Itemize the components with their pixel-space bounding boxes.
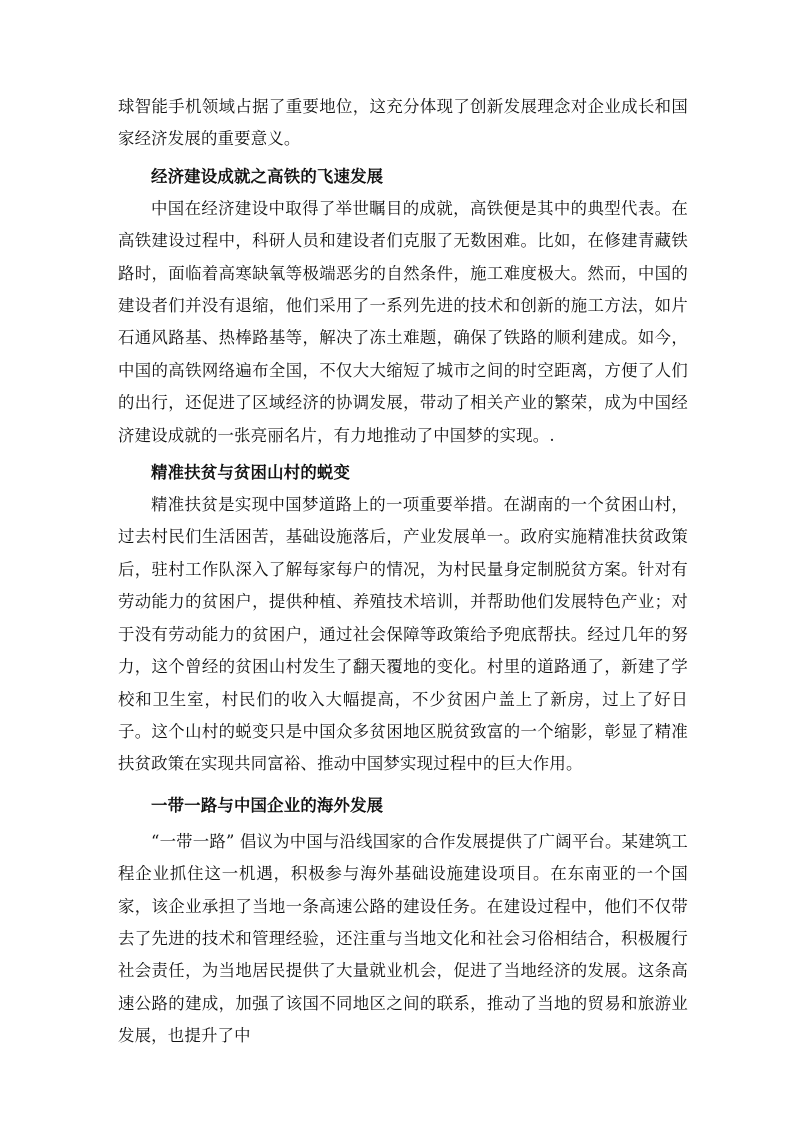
- document-body: [118, 91, 688, 1053]
- heading-belt-and-road: 一带一路与中国企业的海外发展: [151, 795, 384, 815]
- heading-high-speed-rail: 经济建设成就之高铁的飞速发展: [151, 166, 384, 186]
- paragraph-poverty-alleviation: 精准扶贫是实现中国梦道路上的一项重要举措。在湖南的一个贫困山村，过去村民们生活困苦，基础设施落后，产业发展单一。政府实施精准扶贫政策后，驻村工作队深入了解每家每户的情况，为村民量身定制脱贫方案。针对有劳动能力的贫困户，提供种植、养殖技术培训，并帮助他们发展特色产业；对于没有劳动能力的贫困户，通过社会保障等政策给予兜底帮扶。经过几年的努力，这个曾经的贫困山村发生了翻天覆地的变化。村里的道路通了，新建了学校和卫生室，村民们的收入大幅提高，不少贫困户盖上了新房，过上了好日子。这个山村的蜕变只是中国众多贫困地区脱贫致富的一个缩影，彰显了精准扶贫政策在实现共同富裕、推动中国梦实现过程中的巨大作用。: [118, 495, 688, 774]
- paragraph-innovation-end: 球智能手机领域占据了重要地位，这充分体现了创新发展理念对企业成长和国家经济发展的重要意义。: [118, 97, 688, 149]
- paragraph-high-speed-rail: 中国在经济建设中取得了举世瞩目的成就，高铁便是其中的典型代表。在高铁建设过程中，科研人员和建设者们克服了无数困难。比如，在修建青藏铁路时，面临着高寒缺氧等极端恶劣的自然条件，施工难度极大。然而，中国的建设者们并没有退缩，他们采用了一系列先进的技术和创新的施工方法，如片石通风路基、热棒路基等，解决了冻土难题，确保了铁路的顺利建成。如今，中国的高铁网络遍布全国，不仅大大缩短了城市之间的时空距离，方便了人们的出行，还促进了区域经济的协调发展，带动了相关产业的繁荣，成为中国经济建设成就的一张亮丽名片，有力地推动了中国梦的实现。.: [118, 198, 688, 445]
- paragraph-belt-and-road: “一带一路” 倡议为中国与沿线国家的合作发展提供了广阔平台。某建筑工程企业抓住这一机遇，积极参与海外基础设施建设项目。在东南亚的一个国家，该企业承担了当地一条高速公路的建设任务。在建设过程中，他们不仅带去了先进的技术和管理经验，还注重与当地文化和社会习俗相结合，积极履行社会责任，为当地居民提供了大量就业机会，促进了当地经济的发展。这条高速公路的建成，加强了该国不同地区之间的联系，推动了当地的贸易和旅游业发展，也提升了中: [118, 831, 688, 1046]
- heading-poverty-alleviation: 精准扶贫与贫困山村的蜕变: [151, 463, 351, 483]
